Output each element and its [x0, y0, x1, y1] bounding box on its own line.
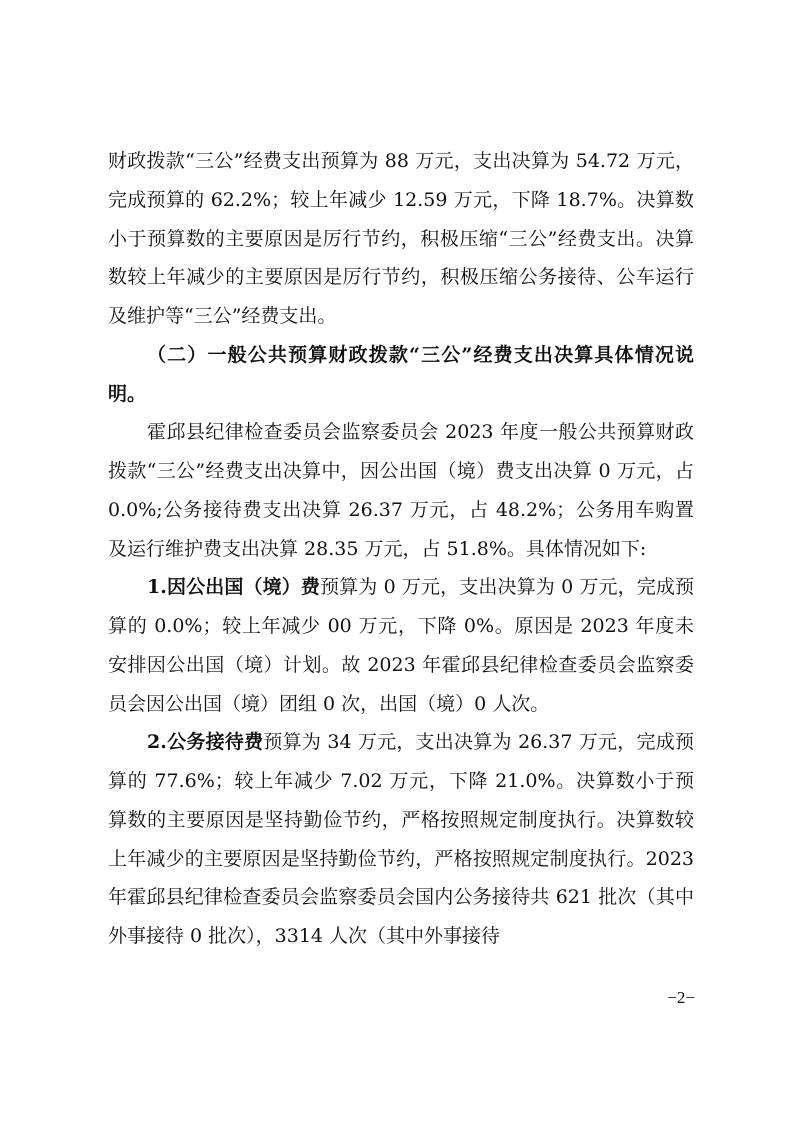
item-overseas-travel-text: 预算为 0 万元，支出决算为 0 万元，完成预算的 0.0%；较上年减少 00 万元，下降 0%。原因是 2023 年度未安排因公出国（境）计划。故 2023 年霍邱县纪律检查委员会监察委员会因公出国（境）团组 0 次，出国（境）0 人次。	[108, 576, 694, 715]
item-official-reception-text: 预算为 34 万元，支出决算为 26.37 万元，完成预算的 77.6%；较上年减少 7.02 万元，下降 21.0%。决算数小于预算数的主要原因是坚持勤俭节约，严格按照规定制度执行。决算数较上年减少的主要原因是坚持勤俭节约，严格按照规定制度执行。2023 年霍邱县纪律检查委员会监察委员会国内公务接待共 621 批次（其中外事接待 0 批次），3314 人次（其中外事接待	[108, 731, 694, 947]
body-text	[108, 142, 694, 956]
page-number: −2−	[667, 988, 695, 1007]
paragraph-breakdown: 霍邱县纪律检查委员会监察委员会 2023 年度一般公共预算财政拨款“三公”经费支出决算中，因公出国（境）费支出决算 0 万元，占 0.0%;公务接待费支出决算 26.37 万元，占 48.2%；公务用车购置及运行维护费支出决算 28.35 万元，占 51.8%。具体情况如下:	[108, 421, 694, 560]
item-overseas-travel-title: 1.因公出国（境）费	[147, 576, 321, 599]
section-heading-2: （二）一般公共预算财政拨款“三公”经费支出决算具体情况说明。	[108, 343, 694, 405]
item-official-reception-title: 2.公务接待费	[147, 731, 264, 754]
item-overseas-travel	[108, 568, 694, 723]
item-official-reception	[108, 723, 694, 956]
paragraph-summary: 财政拨款“三公”经费支出预算为 88 万元，支出决算为 54.72 万元，完成预算的 62.2%；较上年减少 12.59 万元，下降 18.7%。决算数小于预算数的主要原因是厉行节约，积极压缩“三公”经费支出。决算数较上年减少的主要原因是厉行节约，积极压缩公务接待、公车运行及维护等“三公”经费支出。	[108, 150, 694, 327]
